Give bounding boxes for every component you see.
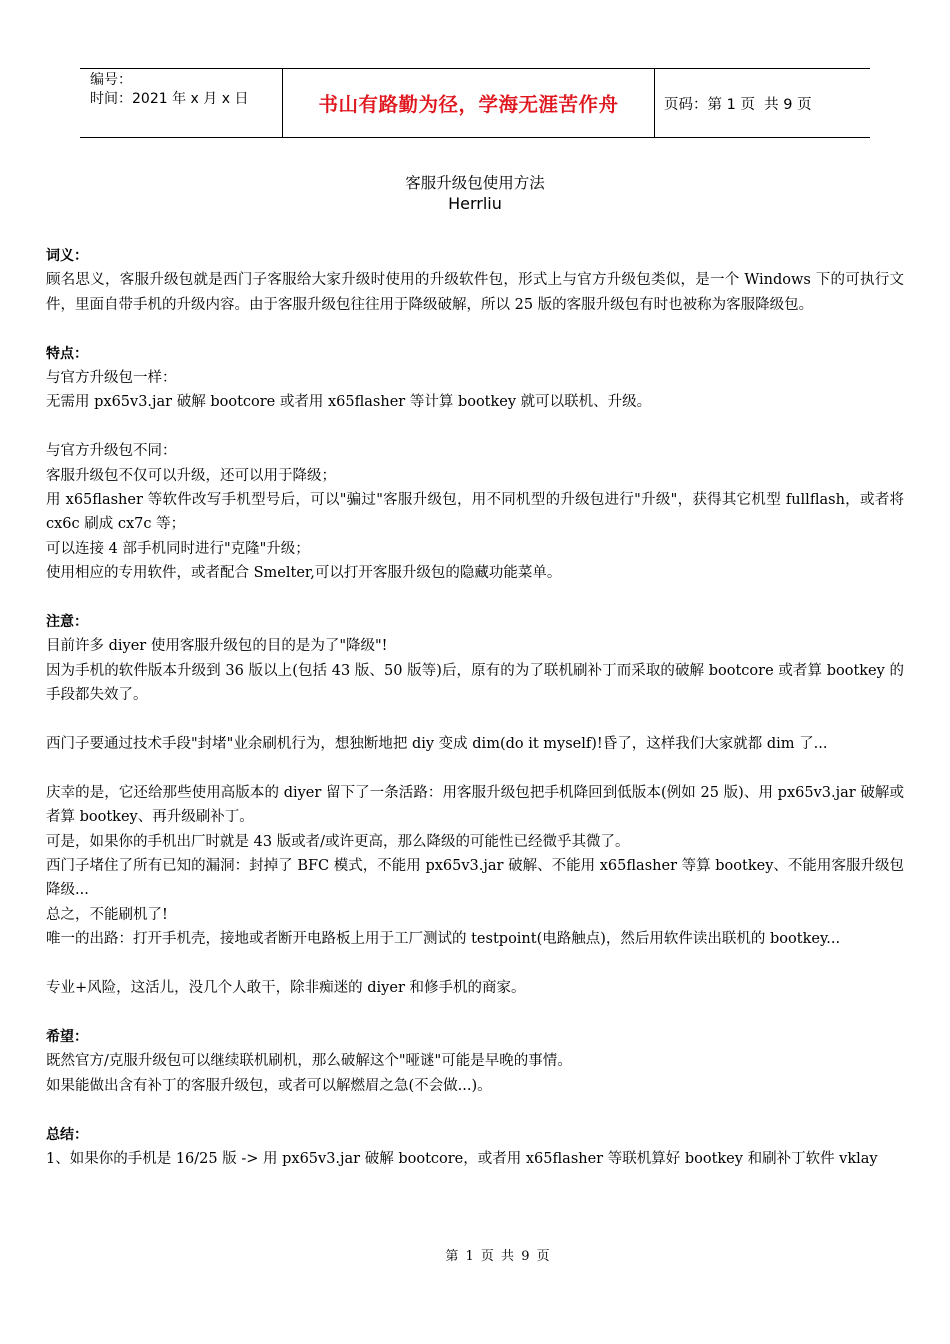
paragraph: 庆幸的是，它还给那些使用高版本的 diyer 留下了一条活路：用客服升级包把手机降回到低版本(例如 25 版)、用 px65v3.jar 破解或者算 bootkey、再升级刷补丁。 <box>46 784 904 826</box>
section-heading-hope: 希望： <box>46 1028 88 1045</box>
paragraph: 顾名思义，客服升级包就是西门子客服给大家升级时使用的升级软件包，形式上与官方升级包类似，是一个 Windows 下的可执行文件，里面自带手机的升级内容。由于客服升级包往往用于降级破解，所以 25 版的客服升级包有时也被称为客服降级包。 <box>46 272 904 313</box>
paragraph: 可以连接 4 部手机同时进行"克隆"升级； <box>46 540 310 557</box>
paragraph: 因为手机的软件版本升级到 36 版以上(包括 43 版、50 版等)后，原有的为了联机刷补丁而采取的破解 bootcore 或者算 bootkey 的手段都失效了。 <box>46 662 904 704</box>
section-heading-summary: 总结： <box>46 1126 88 1143</box>
document-title: 客服升级包使用方法 <box>405 174 545 192</box>
section-heading-features: 特点： <box>46 345 88 362</box>
header-date: 时间：2021 年 x 月 x 日 <box>90 91 249 107</box>
paragraph: 客服升级包不仅可以升级，还可以用于降级； <box>46 467 336 484</box>
paragraph: 无需用 px65v3.jar 破解 bootcore 或者用 x65flasher 等计算 bootkey 就可以联机、升级。 <box>46 394 652 411</box>
paragraph: 如果能做出含有补丁的客服升级包，或者可以解燃眉之急(不会做...)。 <box>46 1077 492 1094</box>
document-body <box>46 244 904 1171</box>
paragraph: 唯一的出路：打开手机壳，接地或者断开电路板上用于工厂测试的 testpoint(电路触点)，然后用软件读出联机的 bootkey... <box>46 931 841 948</box>
paragraph: 总之，不能刷机了! <box>46 906 168 923</box>
paragraph: 1、如果你的手机是 16/25 版 -> 用 px65v3.jar 破解 bootcore，或者用 x65flasher 等联机算好 bootkey 和刷补丁软件 vklay <box>46 1150 878 1167</box>
document-author: Herrliu <box>448 194 502 213</box>
page-footer: 第 1 页 共 9 页 <box>445 1249 550 1264</box>
paragraph: 西门子要通过技术手段"封堵"业余刷机行为，想独断地把 diy 变成 dim(do it myself)!昏了，这样我们大家就都 dim 了... <box>46 736 828 753</box>
document-header <box>80 68 870 138</box>
section-heading-notes: 注意： <box>46 614 88 631</box>
section-heading-definition: 词义： <box>46 248 88 264</box>
paragraph: 西门子堵住了所有已知的漏洞：封掉了 BFC 模式，不能用 px65v3.jar 破解、不能用 x65flasher 等算 bootkey、不能用客服升级包降级... <box>46 858 904 899</box>
paragraph: 可是，如果你的手机出厂时就是 43 版或者/或许更高，那么降级的可能性已经微乎其微了。 <box>46 833 630 850</box>
header-page-info: 页码：第 1 页 共 9 页 <box>664 97 812 113</box>
paragraph: 既然官方/克服升级包可以继续联机刷机，那么破解这个"哑谜"可能是早晚的事情。 <box>46 1053 572 1070</box>
paragraph: 目前许多 diyer 使用客服升级包的目的是为了"降级"! <box>46 638 388 655</box>
paragraph: 与官方升级包不同： <box>46 443 177 460</box>
header-motto: 书山有路勤为径，学海无涯苦作舟 <box>318 93 619 116</box>
header-number: 编号： <box>90 72 132 88</box>
paragraph: 专业+风险，这活儿，没几个人敢干，除非痴迷的 diyer 和修手机的商家。 <box>46 980 526 997</box>
header-meta <box>90 71 282 109</box>
paragraph: 用 x65flasher 等软件改写手机型号后，可以"骗过"客服升级包，用不同机型的升级包进行"升级"，获得其它机型 fullflash，或者将 cx6c 刷成 cx7c 等； <box>46 492 904 533</box>
paragraph: 与官方升级包一样： <box>46 370 177 387</box>
paragraph: 使用相应的专用软件，或者配合 Smelter,可以打开客服升级包的隐藏功能菜单。 <box>46 565 562 582</box>
header-divider <box>654 69 655 137</box>
